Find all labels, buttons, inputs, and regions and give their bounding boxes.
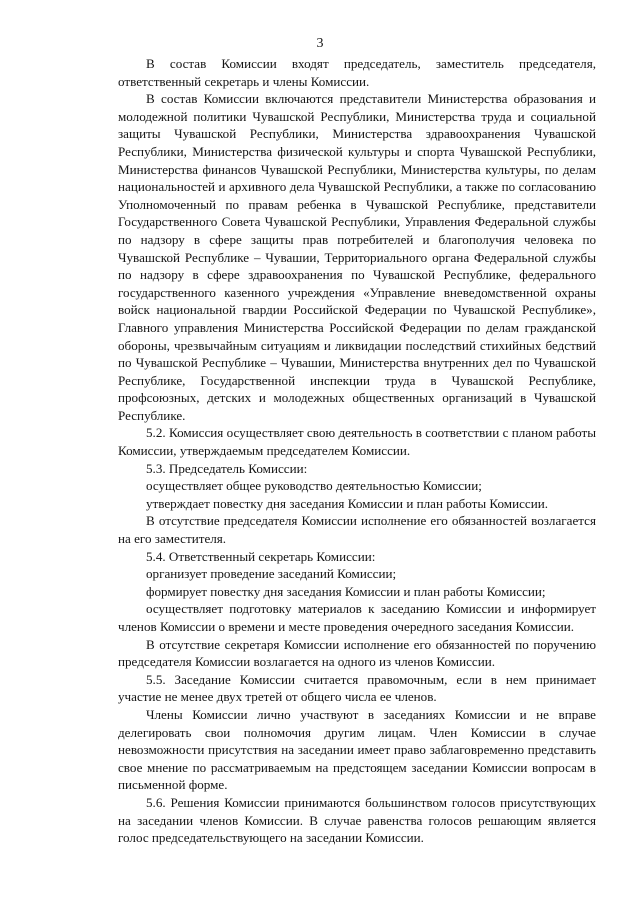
- paragraph: В состав Комиссии включаются представители Министерства образования и молодежной политики Чувашской Республики, Министерства труда и социальной защиты Чувашской Республики, Министерства здравоохранения Чувашской Республики, Министерства физической культуры и спорта Чувашской Республики, Министерства финансов Чувашской Республики, Министерства культуры, по делам национальностей и архивного дела Чувашской Республики, а также по согласованию Уполномоченный по правам ребенка в Чувашской Республике, представители Государственного Совета Чувашской Республики, Управления Федеральной службы по надзору в сфере защиты прав потребителей и благополучия человека по Чувашской Республике – Чувашии, Территориального органа Федеральной службы по надзору в сфере здравоохранения по Чувашской Республике, федерального государственного казенного учреждения «Управление вневедомственной охраны войск национальной гвардии Российской Федерации по Чувашской Республике», Главного управления Министерства Российской Федерации по делам гражданской обороны, чрезвычайным ситуациям и ликвидации последствий стихийных бедствий по Чувашской Республике – Чувашии, Министерства внутренних дел по Чувашской Республике, Государственной инспекции труда в Чувашской Республике, профсоюзных, детских и молодежных общественных организаций в Чувашской Республике.: [118, 91, 596, 423]
- paragraph: Члены Комиссии лично участвуют в заседаниях Комиссии и не вправе делегировать свои полномочия другим лицам. Член Комиссии в случае невозможности присутствия на заседании имеет право заблаговременно представить свое мнение по рассматриваемым на предстоящем заседании Комиссии вопросам в письменной форме.: [118, 706, 596, 793]
- paragraph: организует проведение заседаний Комиссии;: [146, 566, 397, 582]
- page-number: 3: [316, 36, 324, 51]
- paragraph: осуществляет подготовку материалов к заседанию Комиссии и информирует членов Комиссии о времени и месте проведения очередного заседания Комиссии.: [118, 601, 596, 634]
- paragraph: утверждает повестку дня заседания Комиссии и план работы Комиссии.: [146, 495, 548, 511]
- paragraph: 5.2. Комиссия осуществляет свою деятельность в соответствии с планом работы Комиссии, утверждаемым председателем Комиссии.: [118, 425, 596, 459]
- paragraph: 5.6. Решения Комиссии принимаются большинством голосов присутствующих на заседании членов Комиссии. В случае равенства голосов решающим является голос председательствующего на заседании Комиссии.: [118, 794, 596, 846]
- paragraph: 5.3. Председатель Комиссии:: [146, 460, 308, 476]
- paragraph: В отсутствие секретаря Комиссии исполнение его обязанностей по поручению председателя Комиссии возлагается на одного из членов Комиссии.: [118, 636, 596, 670]
- paragraph: 5.5. Заседание Комиссии считается правомочным, если в нем принимает участие не менее двух третей от общего числа ее членов.: [118, 671, 596, 705]
- paragraph: В состав Комиссии входят председатель, заместитель председателя, ответственный секретарь и члены Комиссии.: [118, 56, 596, 89]
- paragraph: формирует повестку дня заседания Комиссии и план работы Комиссии;: [146, 583, 546, 599]
- paragraph: 5.4. Ответственный секретарь Комиссии:: [146, 548, 376, 564]
- paragraph: В отсутствие председателя Комиссии исполнение его обязанностей возлагается на его заместителя.: [118, 513, 596, 547]
- document-body: [118, 55, 596, 847]
- paragraph: осуществляет общее руководство деятельностью Комиссии;: [146, 478, 482, 494]
